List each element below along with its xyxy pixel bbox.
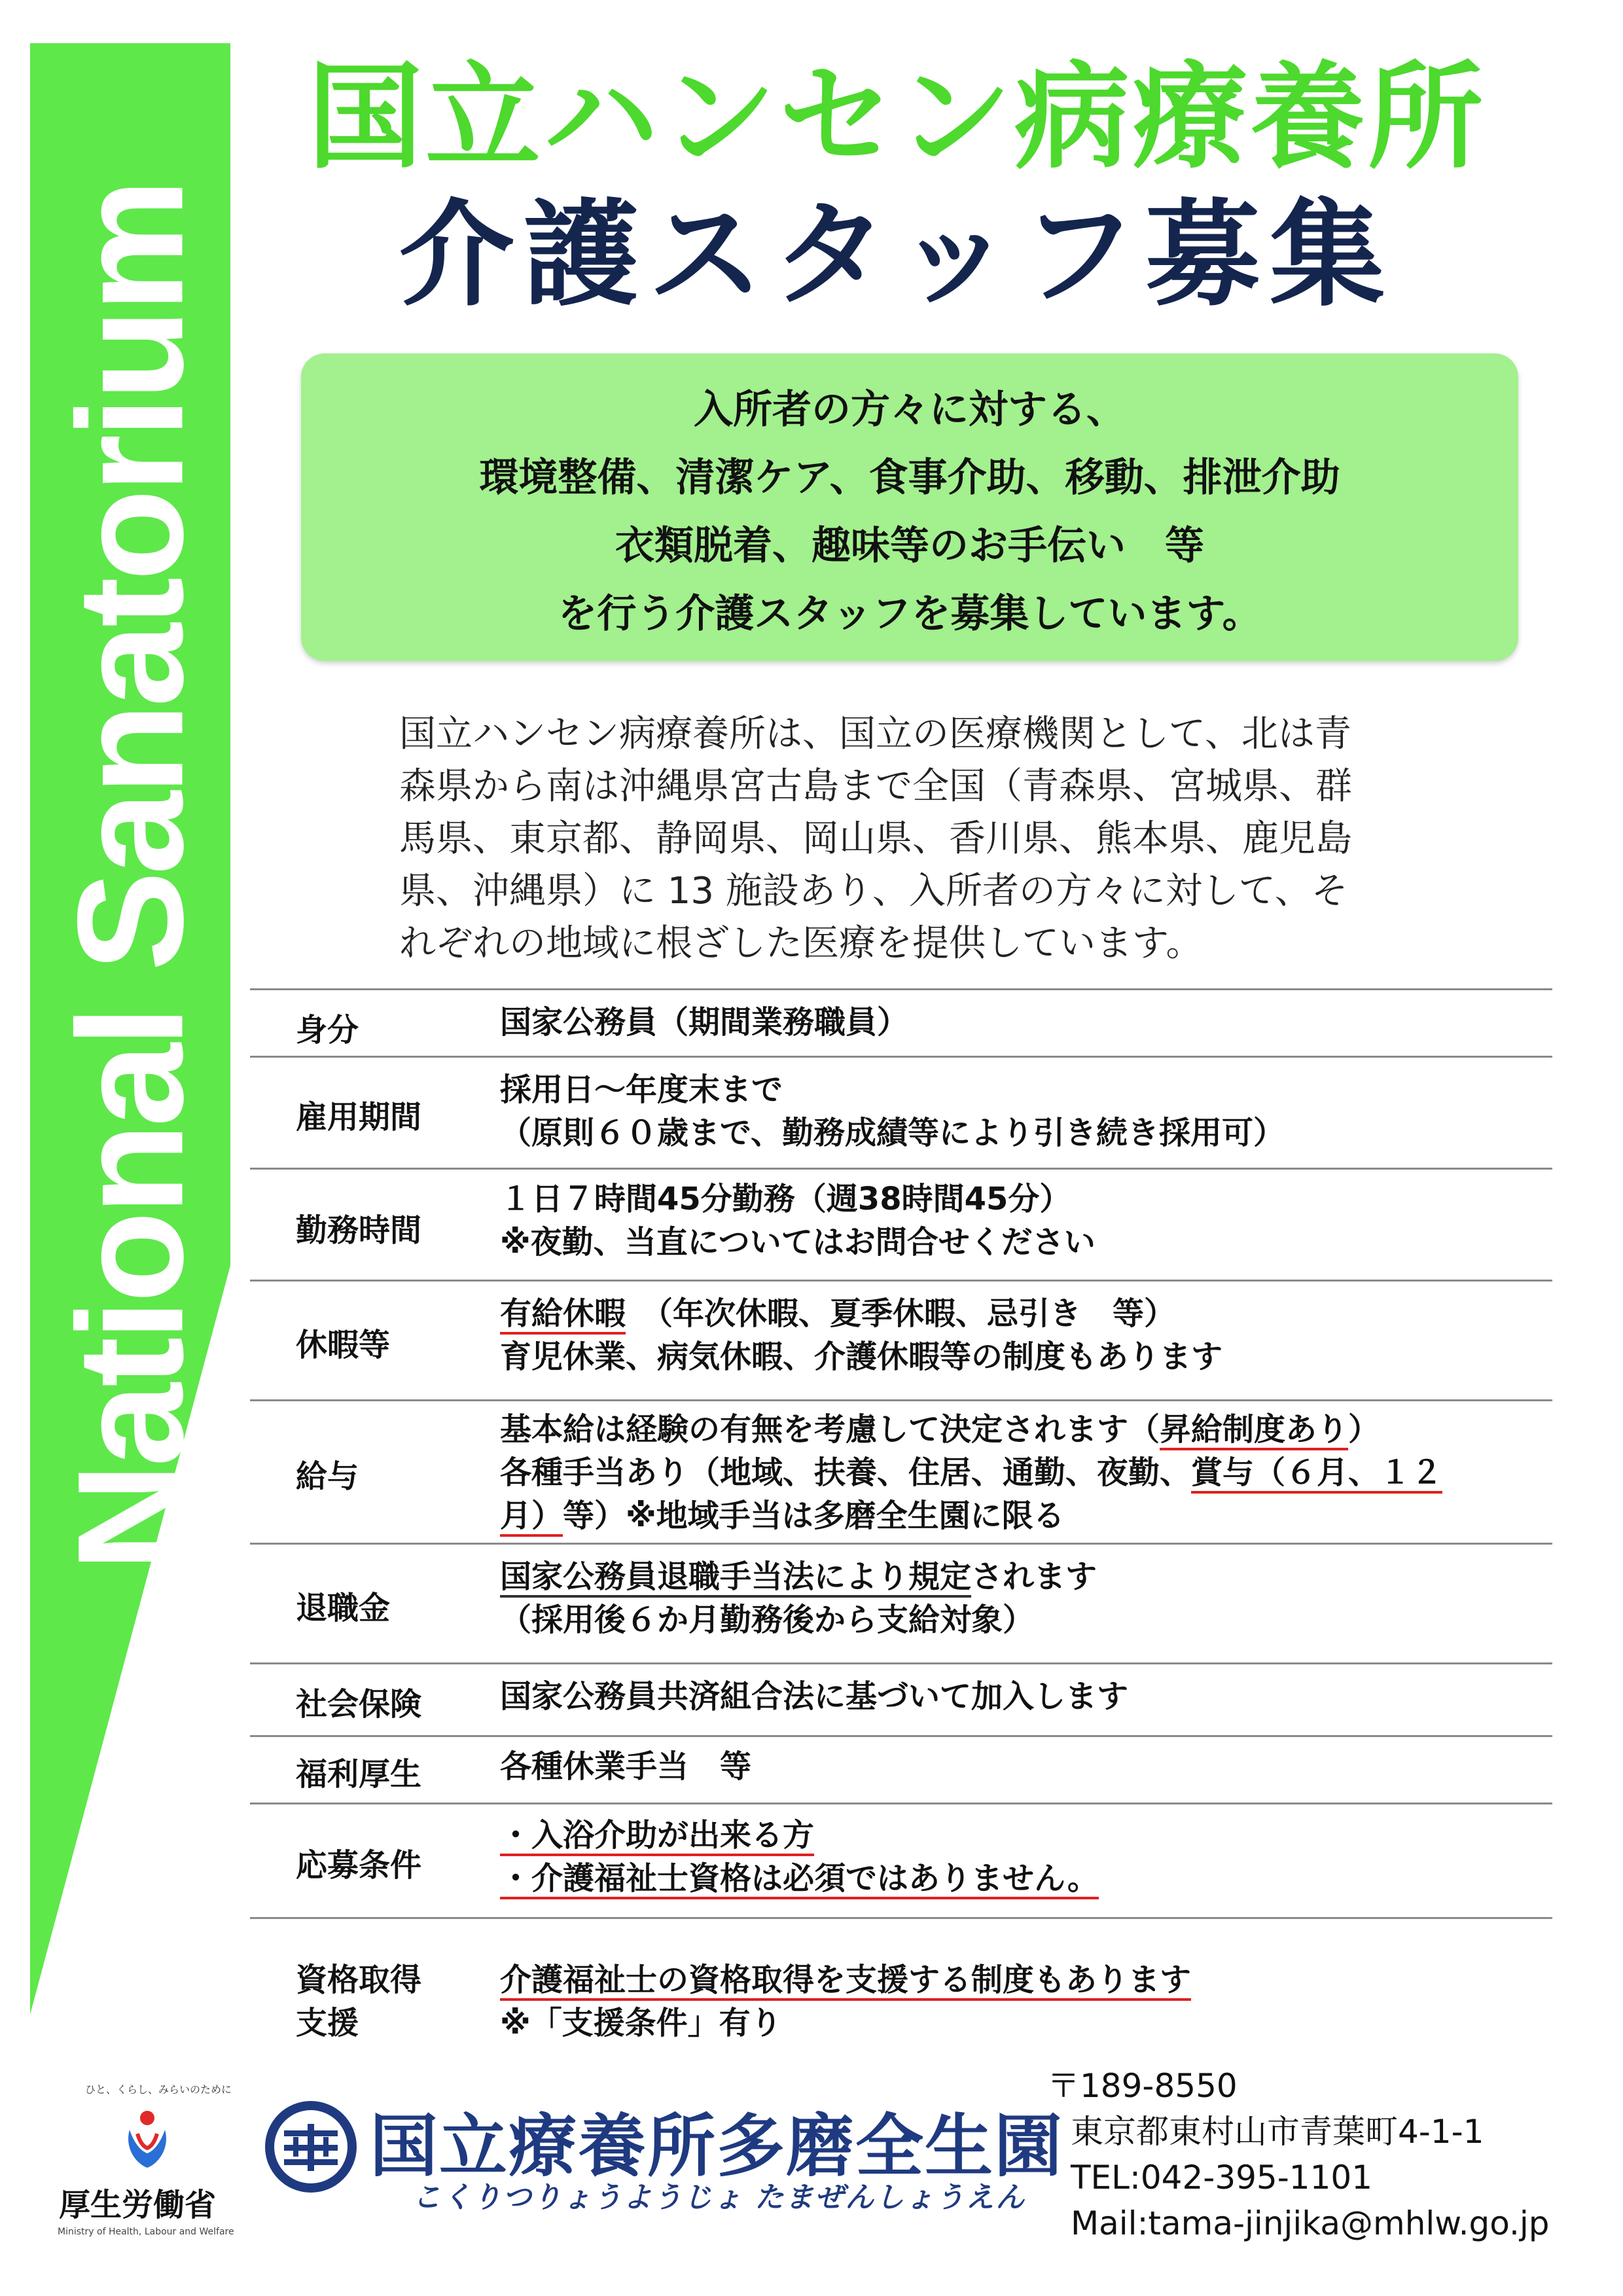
table-row-welfare [250,1735,1552,1803]
row-value-line: （原則６０歳まで、勤務成績等により引き続き採用可） [500,1115,1285,1151]
description-line: 馬県、東京都、静岡県、岡山県、香川県、熊本県、鹿児島 [399,817,1352,860]
row-value-line: ※夜勤、当直についてはお問合せください [500,1224,1096,1261]
requirement-item: ・介護福祉士資格は必須ではありません。 [500,1860,1099,1899]
row-value [500,1177,1096,1264]
row-label-line: 資格取得 [296,1962,422,1998]
row-label: 身分 [296,1012,359,1049]
row-value-line: 育児休業、病気休暇、介護休暇等の制度もあります [500,1338,1223,1375]
retirement-law-highlight: 国家公務員退職手当法により規定 [500,1558,971,1598]
contact-info [1047,2063,1549,2246]
row-value-text: ） [1348,1411,1380,1448]
facility-emblem-icon [262,2098,360,2198]
description-line: 森県から南は沖縄県宮古島まで全国（青森県、宮城県、群 [399,765,1352,808]
row-value-line: 国家公務員（期間業務職員） [500,1004,909,1041]
row-value-text: 基本給は経験の有無を考慮して決定されます（ [500,1411,1160,1448]
row-value-line: ※「支援条件」有り [500,2005,782,2041]
row-label: 雇用期間 [296,1099,422,1136]
row-value [500,1068,1285,1155]
row-value-line: 採用日～年度末まで [500,1071,783,1108]
table-row-salary [250,1399,1552,1543]
raise-highlight: 昇給制度あり [1160,1411,1348,1450]
description-line: れぞれの地域に根ざした医療を提供しています。 [399,922,1203,965]
description-paragraph [399,708,1453,970]
row-value-text: 等）※地域手当は多磨全生園に限る [563,1498,1065,1534]
row-value [500,1001,908,1044]
table-row-status [250,988,1552,1056]
intro-line: 入所者の方々に対する、 [694,387,1126,433]
row-value-line: （採用後６か月勤務後から支給対象） [500,1602,1035,1638]
side-banner-text: National Sanatorium [46,182,215,1572]
support-highlight: 介護福祉士の資格取得を支援する制度もあります [500,1962,1191,2001]
table-row-insurance [250,1662,1552,1735]
intro-line: 環境整備、清潔ケア、食事介助、移動、排泄介助 [479,455,1340,501]
table-row-support [250,1917,1552,2050]
row-label: 退職金 [296,1590,391,1626]
row-value [500,1408,1442,1537]
table-row-leave [250,1280,1552,1399]
mhlw-name: 厚生労働省 [59,2187,217,2223]
address: 東京都東村山市青葉町4-1-1 [1071,2113,1484,2151]
row-label: 勤務時間 [296,1212,422,1249]
row-value-line: １日７時間45分勤務（週38時間45分） [500,1181,1071,1217]
facility-logo [262,2091,1064,2222]
bonus-highlight: 賞与（６月、１２ [1191,1454,1442,1494]
row-label: 社会保険 [296,1686,422,1723]
phone: TEL:042-395-1101 [1071,2159,1373,2197]
intro-line: 衣類脱着、趣味等のお手伝い 等 [615,523,1204,569]
row-label: 休暇等 [296,1327,391,1363]
requirement-item: ・入浴介助が出来る方 [500,1817,814,1856]
row-value-text: （年次休暇、夏季休暇、忌引き 等） [626,1295,1176,1332]
row-value [500,1675,1128,1718]
row-label: 応募条件 [296,1847,422,1884]
row-value [500,1958,1191,2045]
mhlw-english-name: Ministry of Health, Labour and Welfare [58,2227,234,2237]
row-value [500,1814,1099,1900]
mhlw-tagline: ひと、くらし、みらいのために [85,2083,232,2096]
page-subtitle: 介護スタッフ募集 [399,188,1394,322]
email: Mail:tama-jinjika@mhlw.go.jp [1071,2204,1550,2242]
page-title: 国立ハンセン病療養所 [307,50,1486,185]
description-line: 県、沖縄県）に 13 施設あり、入所者の方々に対して、そ [399,870,1348,912]
facility-kana: こくりつりょうようじょ たまぜんしょうえん [412,2181,1026,2214]
postal-code: 〒189-8550 [1047,2067,1238,2105]
row-label-line: 支援 [296,2005,359,2041]
bonus-highlight-cont: 月） [500,1498,563,1537]
row-value [500,1292,1222,1378]
facility-name: 国立療養所多磨全生園 [370,2106,1064,2186]
table-row-period [250,1056,1552,1168]
intro-line: を行う介護スタッフを募集しています。 [558,591,1262,637]
row-value-text: 各種手当あり（地域、扶養、住居、通勤、夜勤、 [500,1454,1192,1491]
description-line: 国立ハンセン病療養所は、国立の医療機関として、北は青 [399,713,1351,755]
table-row-retirement [250,1543,1552,1662]
row-value-text: されます [971,1558,1097,1595]
table-row-hours [250,1168,1552,1280]
row-label [296,1958,421,2045]
row-label: 給与 [296,1458,359,1495]
paid-leave-highlight: 有給休暇 [500,1295,626,1335]
row-value-line: 各種休業手当 等 [500,1748,752,1785]
intro-box [301,353,1518,661]
row-value [500,1555,1097,1641]
row-value [500,1745,751,1788]
row-label: 福利厚生 [296,1756,422,1793]
row-value-line: 国家公務員共済組合法に基づいて加入します [500,1678,1129,1715]
mhlw-logo-icon [118,2108,177,2176]
mhlw-logo-block [26,2081,262,2278]
table-row-requirements [250,1803,1552,1917]
